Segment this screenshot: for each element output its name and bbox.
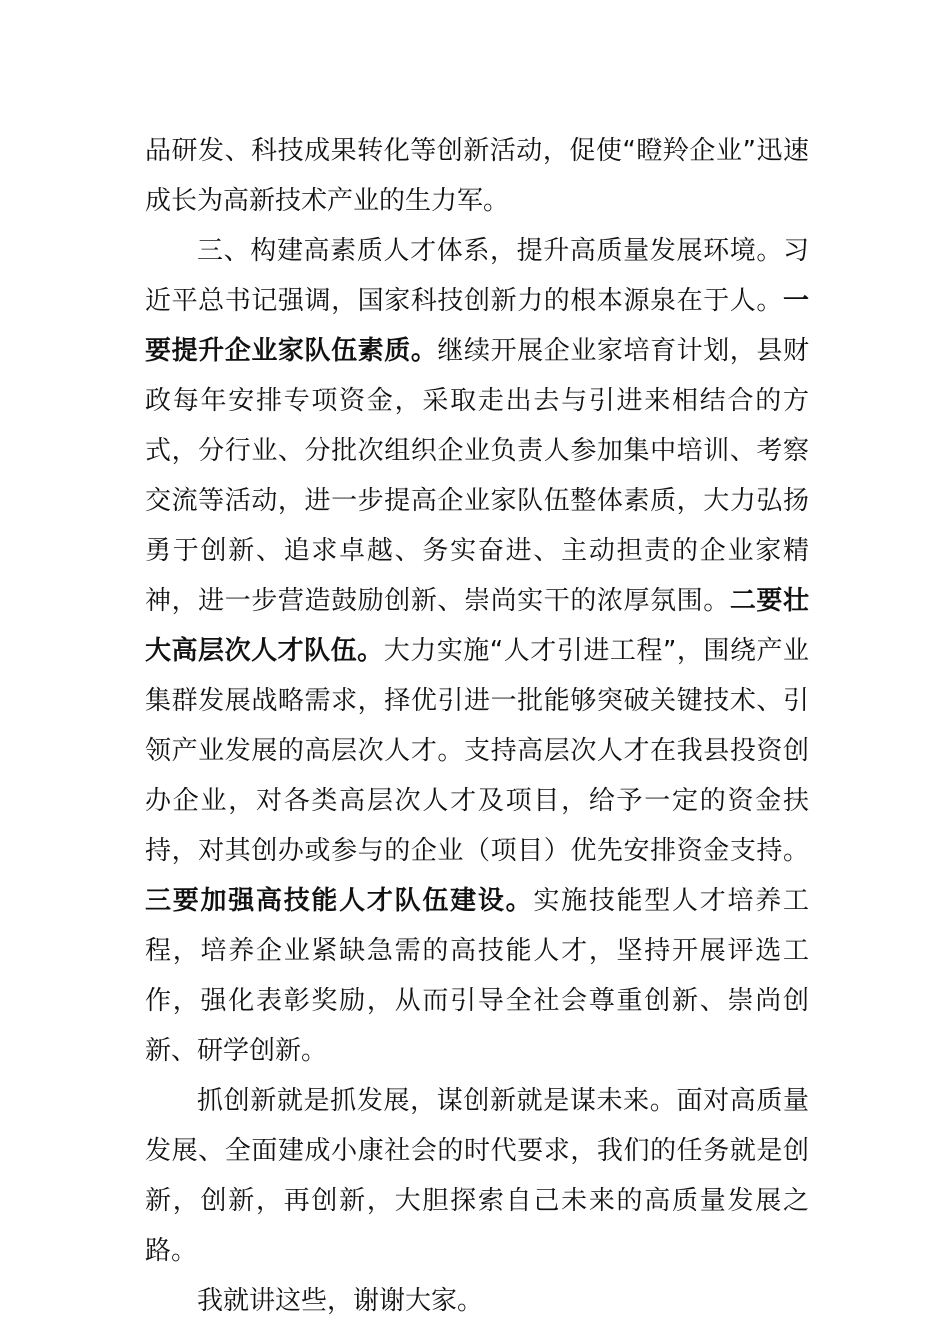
paragraph-text: 我就讲这些，谢谢大家。 [197,1286,484,1316]
paragraph-text: 抓创新就是抓发展，谋创新就是谋未来。面对高质量发展、全面建成小康社会的时代要求，我们的任务就是创新，创新，再创新，大胆探索自己未来的高质量发展之路。 [145,1086,809,1266]
paragraph-conclusion [145,1076,809,1276]
paragraph-text: 继续开展企业家培育计划，县财政每年安排专项资金，采取走出去与引进来相结合的方式，分行业、分批次组织企业负责人参加集中培训、考察交流等活动，进一步提高企业家队伍整体素质，大力弘扬勇于创新、追求卓越、务实奋进、主动担责的企业家精神，进一步营造鼓励创新、崇尚实干的浓厚氛围。 [145,336,809,616]
paragraph-text: 实施技能型人才培养工程，培养企业紧缺急需的高技能人才，坚持开展评选工作，强化表彰奖励，从而引导全社会尊重创新、崇尚创新、研学创新。 [145,886,809,1066]
paragraph-text: 大力实施“人才引进工程”，围绕产业集群发展战略需求，择优引进一批能够突破关键技术、引领产业发展的高层次人才。支持高层次人才在我县投资创办企业，对各类高层次人才及项目，给予一定的资金扶持，对其创办或参与的企业（项目）优先安排资金支持。 [145,636,809,866]
bold-lead-skilled-talent: 三要加强高技能人才队伍建设。 [145,886,534,916]
paragraph-talent-system [145,226,809,1076]
paragraph-closing [145,1276,809,1326]
paragraph-continuation [145,126,809,226]
section-heading-text: 三、构建高素质人才体系，提升高质量发展环境。习近平总书记强调，国家科技创新力的根本源泉在于人。 [145,236,809,316]
bold-lead-entrepreneurs: 一要提升企业家队伍素质。 [145,286,809,366]
document-body [145,126,809,1326]
bold-lead-high-level-talent: 二要壮大高层次人才队伍。 [145,586,809,666]
paragraph-text: 品研发、科技成果转化等创新活动，促使“瞪羚企业”迅速成长为高新技术产业的生力军。 [145,136,809,216]
